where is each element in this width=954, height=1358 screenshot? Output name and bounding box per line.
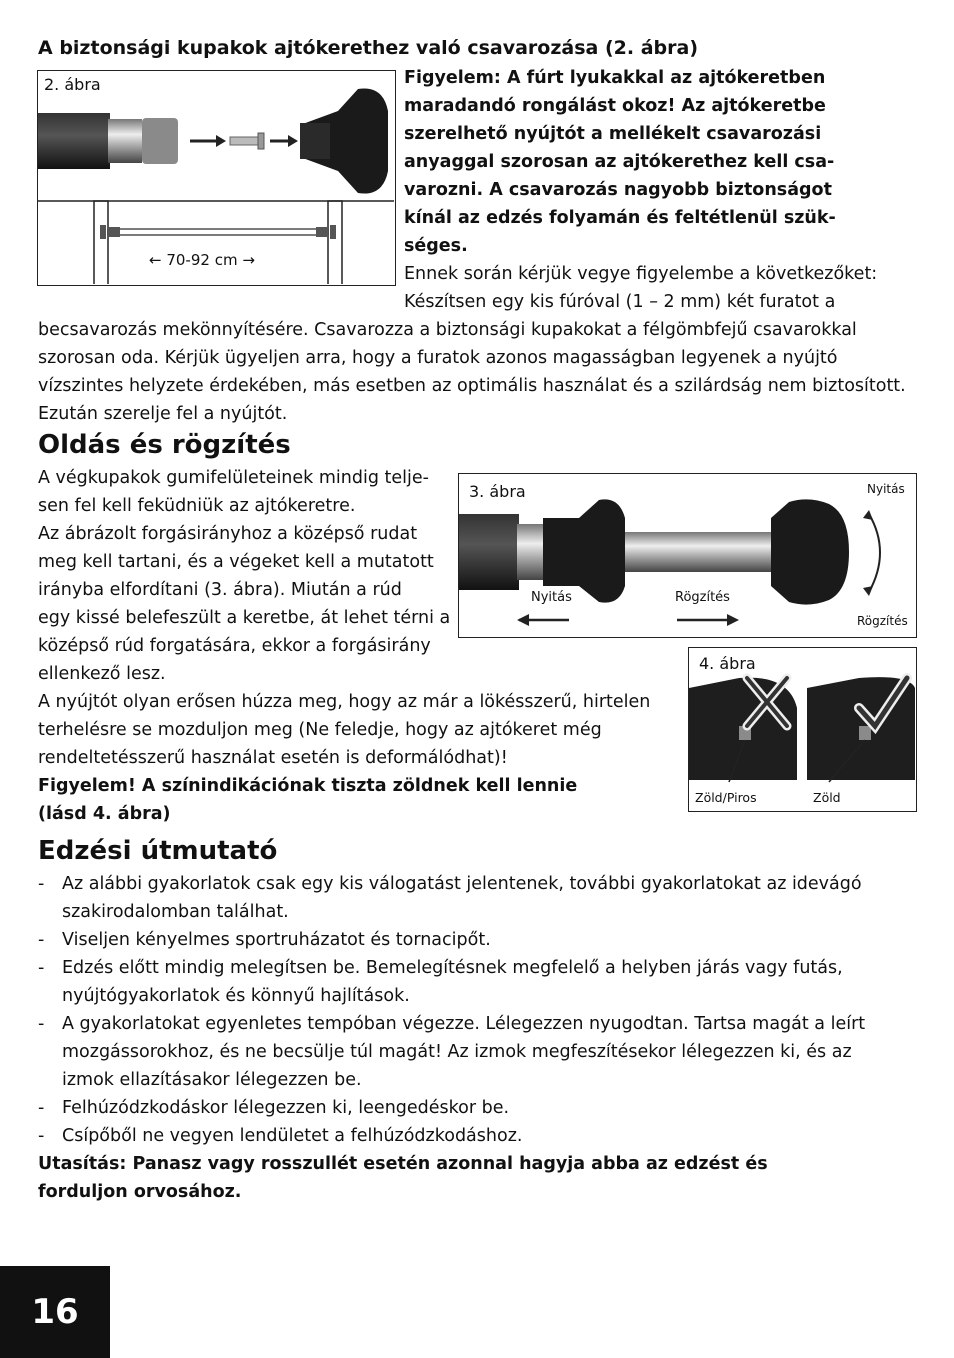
text-line: ellenkező lesz. <box>38 664 166 684</box>
list-item <box>36 1010 936 1094</box>
text-line: szerelhető nyújtót a mellékelt csavarozási <box>404 124 822 144</box>
text-line: (lásd 4. ábra) <box>38 804 171 824</box>
section-title-release-lock: Oldás és rögzítés <box>38 430 291 460</box>
text-line: Figyelem! A színindikációnak tiszta zöldnek kell lennie <box>38 776 578 796</box>
text-line: - Az alábbi gyakorlatok csak egy kis válogatást jelentenek, további gyakorlatokat az idevágó <box>62 874 862 894</box>
figure-3 <box>458 473 917 638</box>
figure-2-dimension: ← 70-92 cm → <box>149 251 255 269</box>
text-line: mozgássorokhoz, és ne becsülje túl magát! Az izmok megfeszítésekor lélegezzen ki, és az <box>62 1042 852 1062</box>
text-line: Készítsen egy kis fúróval (1 – 2 mm) két furatot a <box>404 292 836 312</box>
figure-3-lock-right: Rögzítés <box>857 614 908 628</box>
text-line: szorosan oda. Kérjük ügyeljen arra, hogy a furatok azonos magasságban legyenek a nyújtó <box>38 348 838 368</box>
text-line: forduljon orvosához. <box>38 1182 242 1202</box>
list-item <box>36 1094 936 1122</box>
text-line: séges. <box>404 236 468 256</box>
text-line: anyaggal szorosan az ajtókerethez kell csa- <box>404 152 835 172</box>
text-line: - Felhúzódzkodáskor lélegezzen ki, leengedéskor be. <box>62 1098 510 1118</box>
figure-3-open-right: Nyitás <box>867 482 905 496</box>
text-line: - A gyakorlatokat egyenletes tempóban végezze. Lélegezzen nyugodtan. Tartsa magát a leírt <box>62 1014 866 1034</box>
text-line: Ezután szerelje fel a nyújtót. <box>38 404 288 424</box>
text-line: rendeltetésszerű használat esetén is deformálódhat)! <box>38 748 508 768</box>
instruction-note <box>38 1150 768 1206</box>
screw-instructions <box>38 316 906 428</box>
figure-2 <box>37 70 396 286</box>
figure-4-label: 4. ábra <box>699 654 756 673</box>
text-line: - Viseljen kényelmes sportruházatot és tornacipőt. <box>62 930 491 950</box>
list-item <box>36 870 936 926</box>
text-line: meg kell tartani, és a végeket kell a mutatott <box>38 552 434 572</box>
list-item <box>36 926 936 954</box>
training-list <box>36 870 936 1150</box>
figure-4-left-caption: Zöld/Piros <box>695 790 757 805</box>
text-line: - Csípőből ne vegyen lendületet a felhúzódzkodáshoz. <box>62 1126 523 1146</box>
figure-3-label: 3. ábra <box>469 482 526 501</box>
text-line: irányba elfordítani (3. ábra). Miután a rúd <box>38 580 402 600</box>
text-line: varozni. A csavarozás nagyobb biztonságot <box>404 180 832 200</box>
text-line: Ennek során kérjük vegye figyelembe a következőket: <box>404 264 878 284</box>
text-line: maradandó rongálást okoz! Az ajtókeretbe <box>404 96 826 116</box>
figure-4-right-caption: Zöld <box>813 790 841 805</box>
text-line: vízszintes helyzete érdekében, más esetben az optimális használat és a szilárdság nem biztosított. <box>38 376 906 396</box>
figure-4 <box>688 647 917 812</box>
text-line: középső rúd forgatására, ekkor a forgásirány <box>38 636 431 656</box>
figure-3-illustration <box>459 474 915 636</box>
text-line: Az ábrázolt forgásirányhoz a középső rudat <box>38 524 418 544</box>
section-title-screw-caps: A biztonsági kupakok ajtókerethez való csavarozása (2. ábra) <box>38 37 698 59</box>
screw-instructions-side <box>404 260 877 316</box>
text-line: Figyelem: A fúrt lyukakkal az ajtókeretben <box>404 68 826 88</box>
text-line: egy kissé belefeszült a keretbe, át lehet térni a <box>38 608 451 628</box>
text-line: Utasítás: Panasz vagy rosszullét esetén azonnal hagyja abba az edzést és <box>38 1154 768 1174</box>
text-line: terhelésre se mozduljon meg (Ne feledje, hogy az ajtókeret még <box>38 720 602 740</box>
text-line: - Edzés előtt mindig melegítsen be. Bemelegítésnek megfelelő a helyben járás vagy futás, <box>62 958 843 978</box>
text-line: nyújtógyakorlatok és könnyű hajlítások. <box>62 986 410 1006</box>
text-line: kínál az edzés folyamán és feltétlenül szük- <box>404 208 836 228</box>
text-line: A végkupakok gumifelületeinek mindig telje- <box>38 468 429 488</box>
section-title-training: Edzési útmutató <box>38 836 278 866</box>
list-item <box>36 1122 936 1150</box>
text-line: becsavarozás mekönnyítésére. Csavarozza a biztonsági kupakokat a félgömbfejű csavarokkal <box>38 320 857 340</box>
figure-3-open-left: Nyitás <box>531 590 572 605</box>
list-item <box>36 954 936 1010</box>
page-number: 16 <box>0 1266 110 1358</box>
text-line: szakirodalomban találhat. <box>62 902 289 922</box>
screw-warning <box>404 64 836 260</box>
text-line: A nyújtót olyan erősen húzza meg, hogy az már a lökésszerű, hirtelen <box>38 692 651 712</box>
figure-3-lock-mid: Rögzítés <box>675 590 730 605</box>
text-line: sen fel kell feküdniük az ajtókeretre. <box>38 496 356 516</box>
text-line: izmok ellazításakor lélegezzen be. <box>62 1070 362 1090</box>
figure-2-label: 2. ábra <box>44 75 101 94</box>
